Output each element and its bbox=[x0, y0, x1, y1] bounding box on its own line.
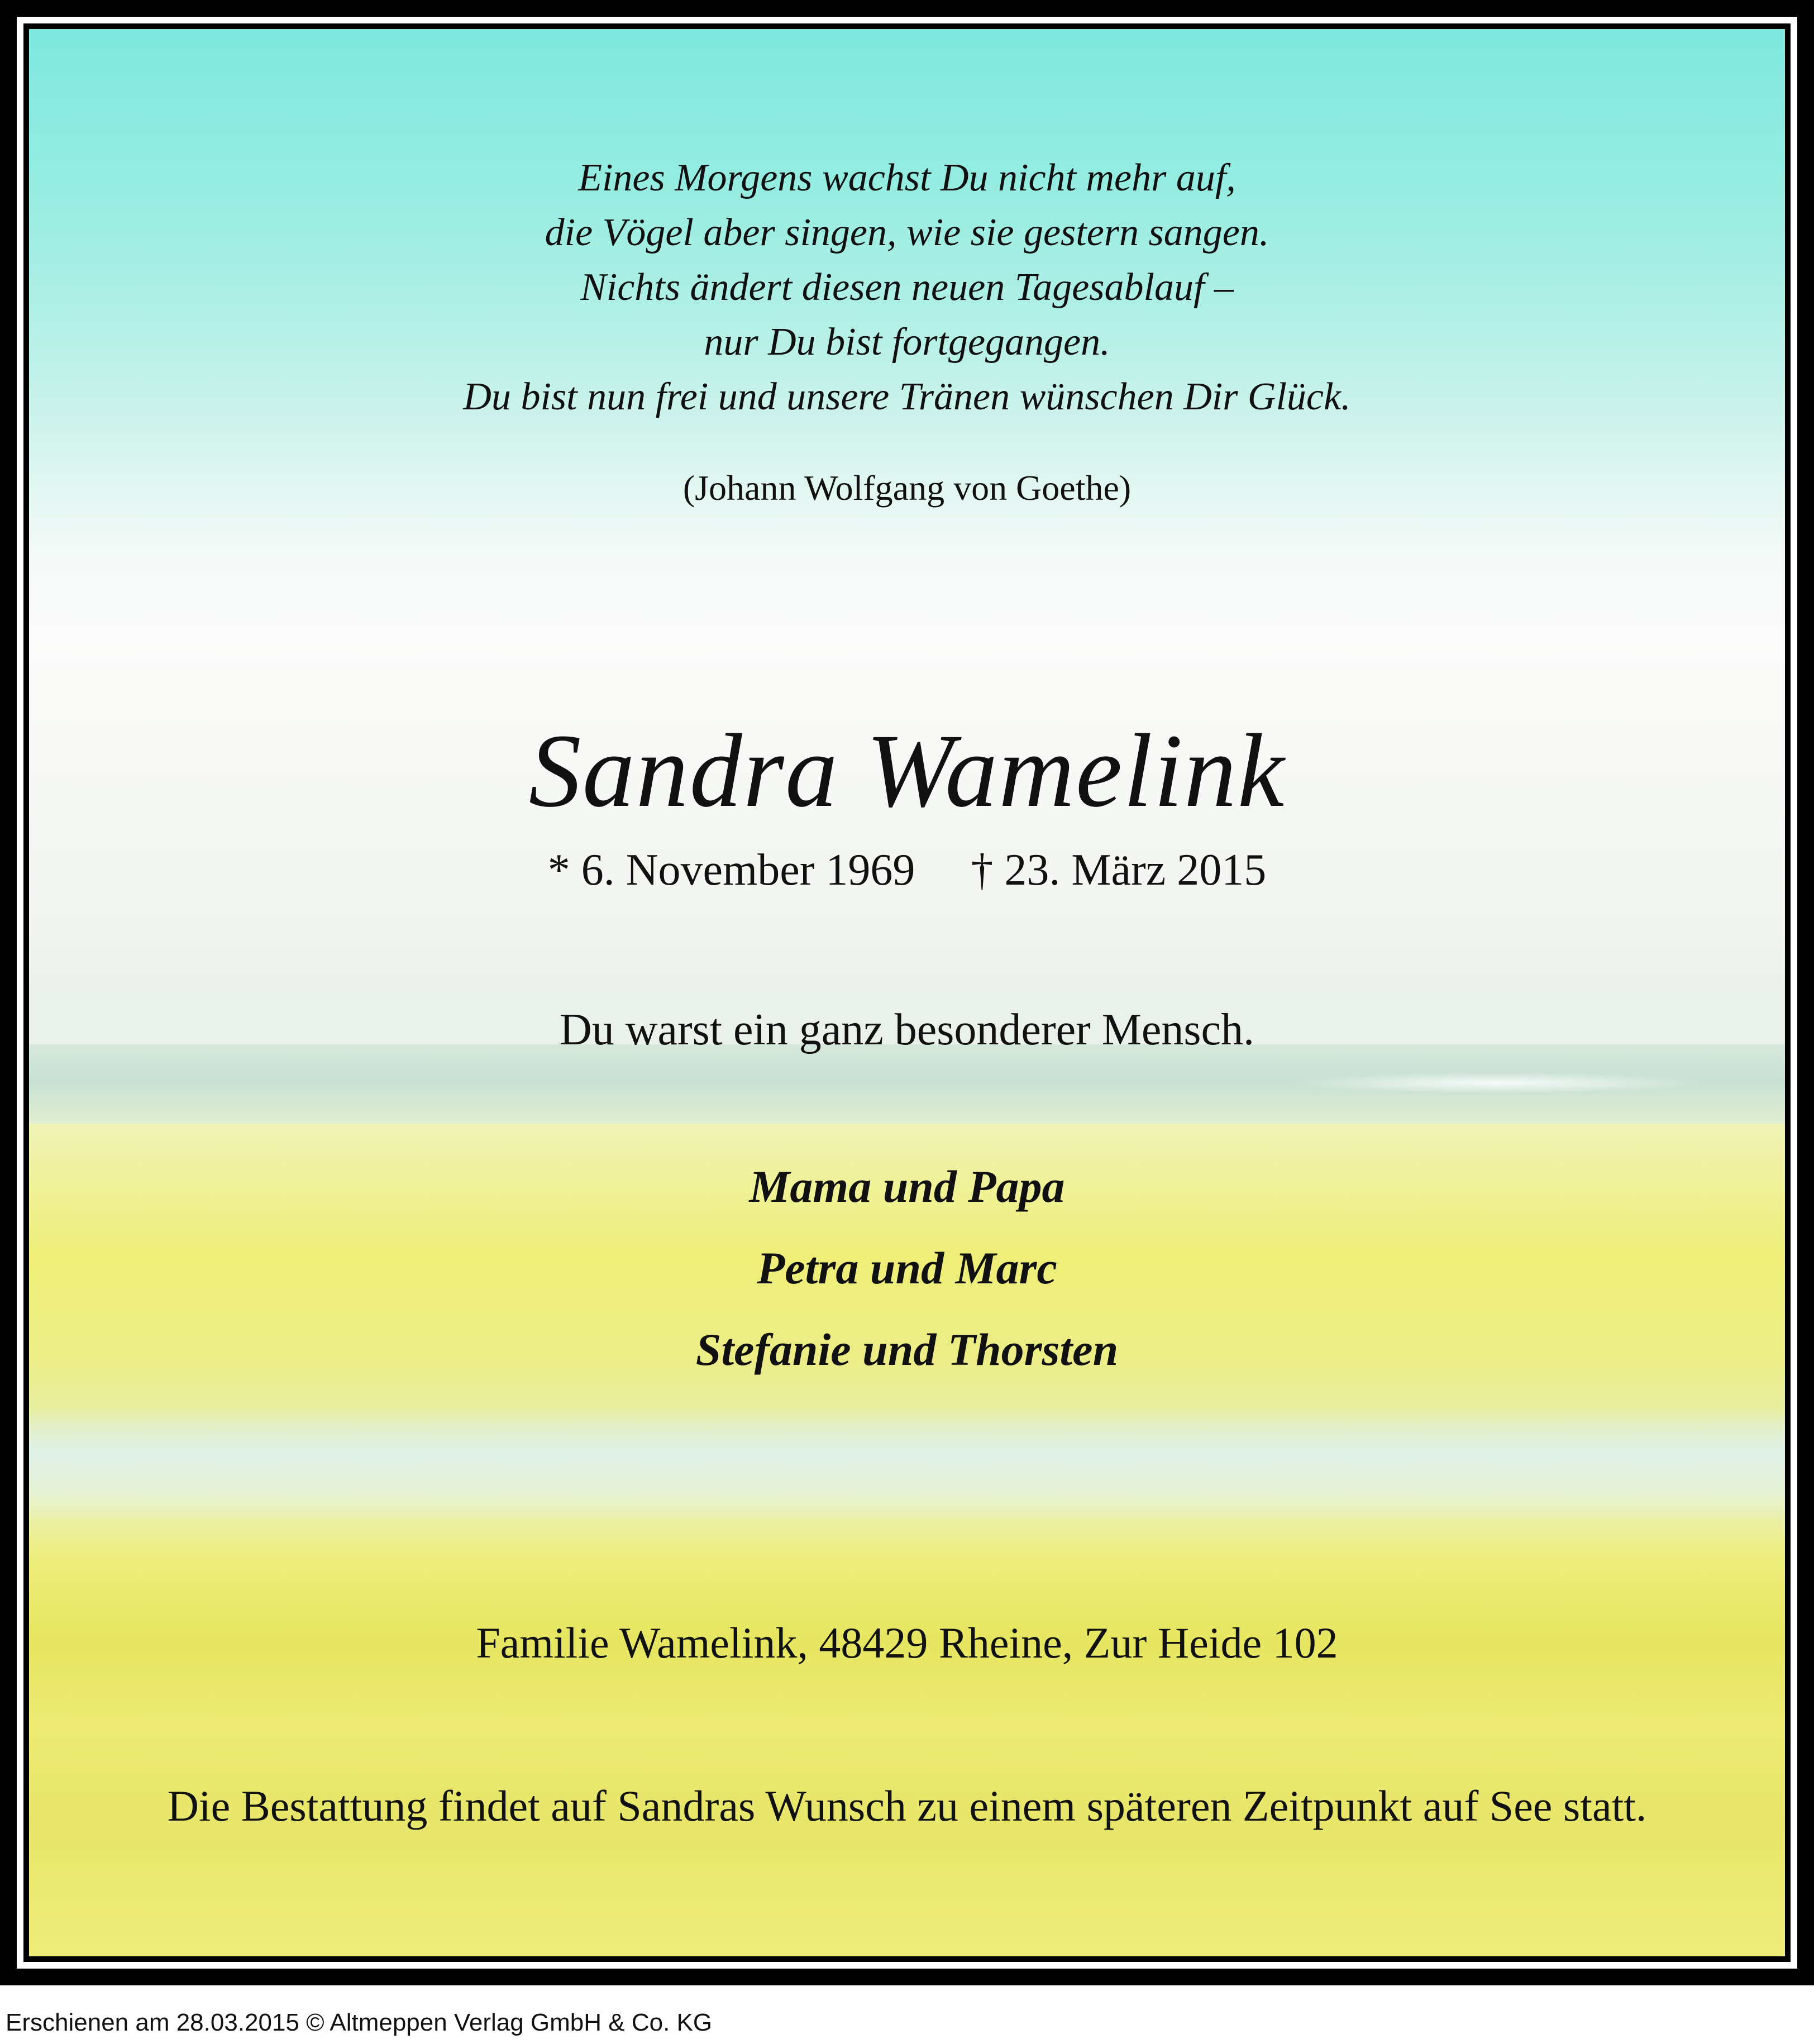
mourner-name: Mama und Papa bbox=[749, 1161, 1065, 1212]
burial-note: Die Bestattung findet auf Sandras Wunsch zu einem späteren Zeitpunkt auf See statt. bbox=[167, 1782, 1647, 1830]
poem-line: nur Du bist fortgegangen. bbox=[704, 321, 1110, 364]
deceased-name: Sandra Wamelink bbox=[528, 712, 1286, 829]
family-address: Familie Wamelink, 48429 Rheine, Zur Heide 102 bbox=[476, 1618, 1338, 1667]
publication-footer: Erschienen am 28.03.2015 © Altmeppen Verlag GmbH & Co. KG bbox=[6, 2009, 713, 2036]
poem-line: die Vögel aber singen, wie sie gestern sangen. bbox=[545, 211, 1269, 254]
poem bbox=[29, 151, 1785, 424]
mourner-name: Petra und Marc bbox=[757, 1243, 1057, 1293]
life-dates bbox=[29, 842, 1785, 898]
poem-line: Eines Morgens wachst Du nicht mehr auf, bbox=[578, 156, 1236, 199]
tribute-line: Du warst ein ganz besonderer Mensch. bbox=[559, 1005, 1255, 1054]
mourner-name: Stefanie und Thorsten bbox=[695, 1324, 1119, 1375]
birth-date: * 6. November 1969 bbox=[547, 846, 915, 895]
poem-attribution: (Johann Wolfgang von Goethe) bbox=[682, 468, 1132, 508]
poem-line: Nichts ändert diesen neuen Tagesablauf – bbox=[580, 266, 1234, 309]
obituary-content bbox=[29, 29, 1785, 1956]
mourners-list bbox=[29, 1146, 1785, 1391]
poem-line: Du bist nun frei und unsere Tränen wünschen Dir Glück. bbox=[463, 375, 1351, 418]
death-date: † 23. März 2015 bbox=[971, 846, 1267, 895]
